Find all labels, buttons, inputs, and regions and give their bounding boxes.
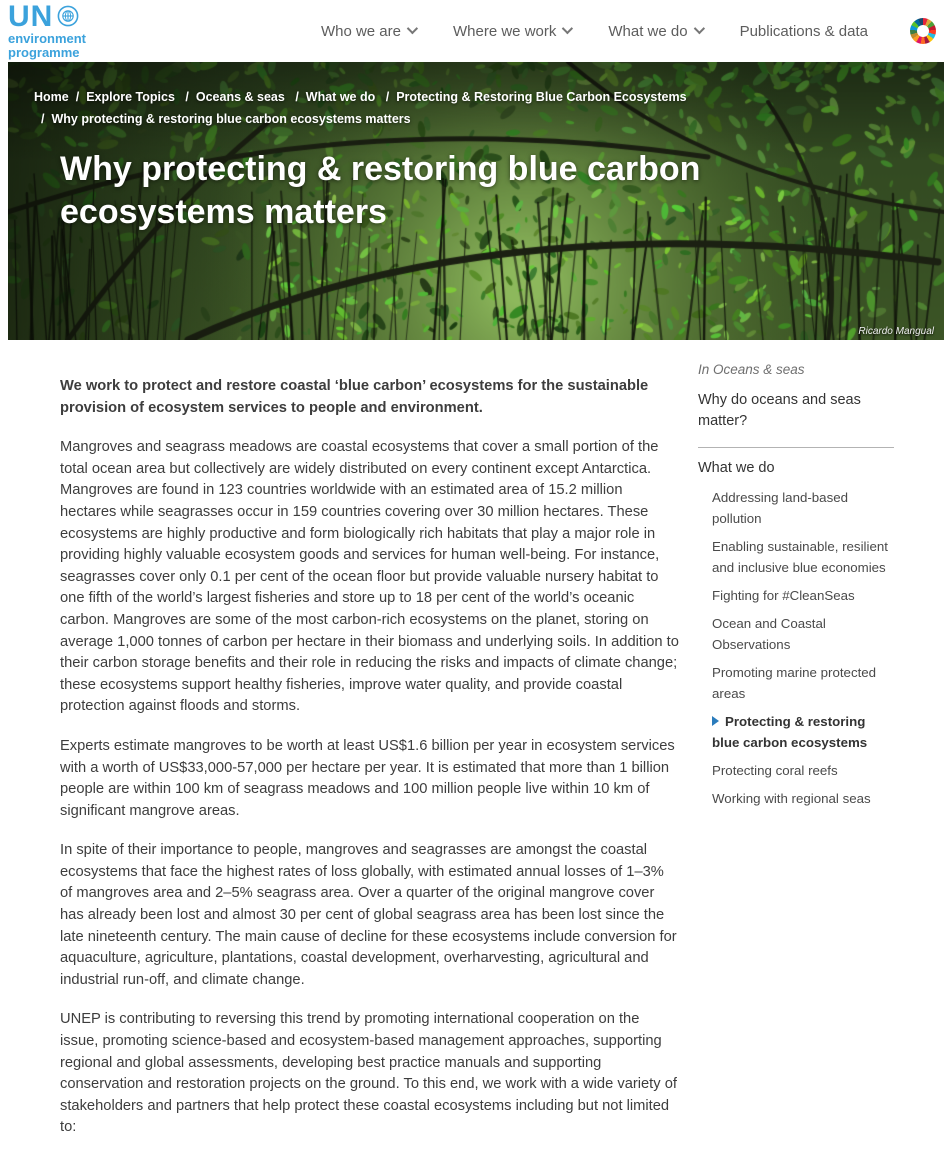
sidebar-item-promoting-marine-protected-areas[interactable]: Promoting marine protected areas bbox=[712, 665, 877, 701]
nav-item-label: Publications & data bbox=[739, 22, 868, 40]
nav-item-what-we-do[interactable] bbox=[608, 23, 701, 40]
logo-subtitle-line1: environment bbox=[8, 30, 87, 46]
nav-item-publications-data[interactable] bbox=[740, 23, 868, 40]
article-paragraph: In spite of their importance to people, mangroves and seagrasses are amongst the coastal ecosystems that face the highest rates of loss globally, with estimated annual losses of 1–3% of mangroves area and 2–5% seagrass area. Over a quarter of the original mangrove cover has already been lost and almost 30 per cent of global seagrass area has been lost since the late nineteenth century. The main cause of decline for these ecosystems include conversion for aquaculture, agriculture, plantations, coastal development, overharvesting, agricultural and industrial run-off, and climate change. bbox=[60, 842, 677, 988]
breadcrumb-item[interactable]: Oceans & seas bbox=[195, 90, 285, 104]
active-arrow-icon bbox=[712, 716, 719, 726]
breadcrumb-separator: / bbox=[41, 112, 45, 126]
nav-item-label: Who we are bbox=[320, 22, 401, 40]
sidebar-subnav bbox=[698, 487, 894, 809]
hero-banner bbox=[8, 62, 944, 340]
article-paragraph: UNEP is contributing to reversing this trend by promoting international cooperation on the issue, promoting science-based and ecosystem-based management approaches, supporting regional and global assessments, developing best practice manuals and supporting conservation and restoration projects on the ground. To this end, we work with a wide variety of stakeholders and partners that help protect these coastal ecosystems including but not limited to: bbox=[60, 1011, 677, 1136]
breadcrumb-item: Why protecting & restoring blue carbon ecosystems matters bbox=[51, 112, 411, 126]
sidebar-item-protecting-coral-reefs[interactable]: Protecting coral reefs bbox=[712, 763, 838, 778]
sidebar-item-working-with-regional-seas[interactable]: Working with regional seas bbox=[712, 791, 871, 806]
chevron-down-icon bbox=[562, 22, 573, 33]
logo-subtitle-line2: programme bbox=[8, 44, 80, 60]
sidebar-context-label: In Oceans & seas bbox=[698, 362, 805, 377]
un-logo-text: UN bbox=[8, 0, 54, 33]
breadcrumb-separator: / bbox=[295, 90, 299, 104]
breadcrumb-item[interactable]: What we do bbox=[305, 90, 376, 104]
breadcrumb-separator: / bbox=[185, 90, 189, 104]
sidebar-item-enabling-sustainable-resilient-and-inclu[interactable]: Enabling sustainable, resilient and inclusive blue economies bbox=[712, 539, 888, 575]
sidebar-item-protecting-restoring-blue-carbon-ecosyst[interactable]: Protecting & restoring blue carbon ecosystems bbox=[712, 714, 868, 750]
breadcrumb bbox=[34, 86, 924, 130]
sidebar-item-addressing-land-based-pollution[interactable]: Addressing land-based pollution bbox=[712, 490, 849, 526]
chevron-down-icon bbox=[693, 22, 704, 33]
article-paragraph: Mangroves and seagrass meadows are coastal ecosystems that cover a small portion of the total ocean area but collectively are widely distributed on every continent except Antarctica. Mangroves are found in 123 countries worldwide with an estimated area of 15.2 million hectares while seagrasses occur in 159 countries covering over 30 million hectares. These ecosystems are highly productive and form biologically rich habitats that play a major role in providing highly valuable ecosystem goods and services for human well-being. For instance, seagrasses cover only 0.1 per cent of the ocean floor but provide valuable nursery habitat to one fifth of the world’s largest fisheries and store up to 18 per cent of the world’s oceanic carbon. Mangroves are some of the most carbon-rich ecosystems on the planet, storing on average 1,000 tonnes of carbon per hectare in their biomass and underlying soils. In addition to their carbon storage benefits and their role in reducing the risks and impacts of climate change; these ecosystems support healthy fisheries, improve water quality, and provide coastal protection against floods and storms. bbox=[60, 439, 679, 715]
breadcrumb-item[interactable]: Explore Topics bbox=[86, 90, 175, 104]
breadcrumb-separator: / bbox=[75, 90, 80, 104]
sidebar-link-what-we-do[interactable]: What we do bbox=[698, 460, 775, 476]
nav-item-label: What we do bbox=[608, 22, 688, 40]
nav-item-label: Where we work bbox=[453, 22, 557, 40]
sidebar-link-why-oceans-matter[interactable]: Why do oceans and seas matter? bbox=[698, 390, 894, 448]
article-body bbox=[60, 362, 680, 1157]
page-title: Why protecting & restoring blue carbon ecosystems matters bbox=[60, 150, 701, 231]
article-paragraph: Experts estimate mangroves to be worth at least US$1.6 billion per year in ecosystem services with a worth of US$33,000-57,000 per hectare per year. It is estimated that more than 1 billion people are within 100 km of seagrass meadows and 100 million people live within 10 km of significant mangrove areas. bbox=[60, 737, 675, 819]
breadcrumb-separator: / bbox=[385, 90, 390, 104]
unep-logo[interactable] bbox=[8, 0, 87, 60]
photo-credit: Ricardo Mangual bbox=[858, 326, 934, 337]
main-nav bbox=[321, 18, 936, 44]
sdg-wheel-icon[interactable] bbox=[910, 18, 936, 44]
un-emblem-icon bbox=[57, 5, 79, 32]
section-sidebar bbox=[698, 362, 894, 1157]
breadcrumb-item[interactable]: Protecting & Restoring Blue Carbon Ecosystems bbox=[396, 90, 687, 104]
sidebar-item-ocean-and-coastal-observations[interactable]: Ocean and Coastal Observations bbox=[712, 616, 826, 652]
content-area bbox=[0, 340, 952, 1157]
nav-item-who-we-are[interactable] bbox=[321, 23, 415, 40]
article-intro: We work to protect and restore coastal ‘blue carbon’ ecosystems for the sustainable provision of ecosystem services to people and environment. bbox=[60, 378, 649, 416]
breadcrumb-item[interactable]: Home bbox=[34, 90, 69, 104]
chevron-down-icon bbox=[407, 22, 418, 33]
site-header bbox=[0, 0, 952, 62]
sidebar-item-fighting-for-cleanseas[interactable]: Fighting for #CleanSeas bbox=[712, 588, 855, 603]
nav-item-where-we-work[interactable] bbox=[453, 23, 570, 40]
